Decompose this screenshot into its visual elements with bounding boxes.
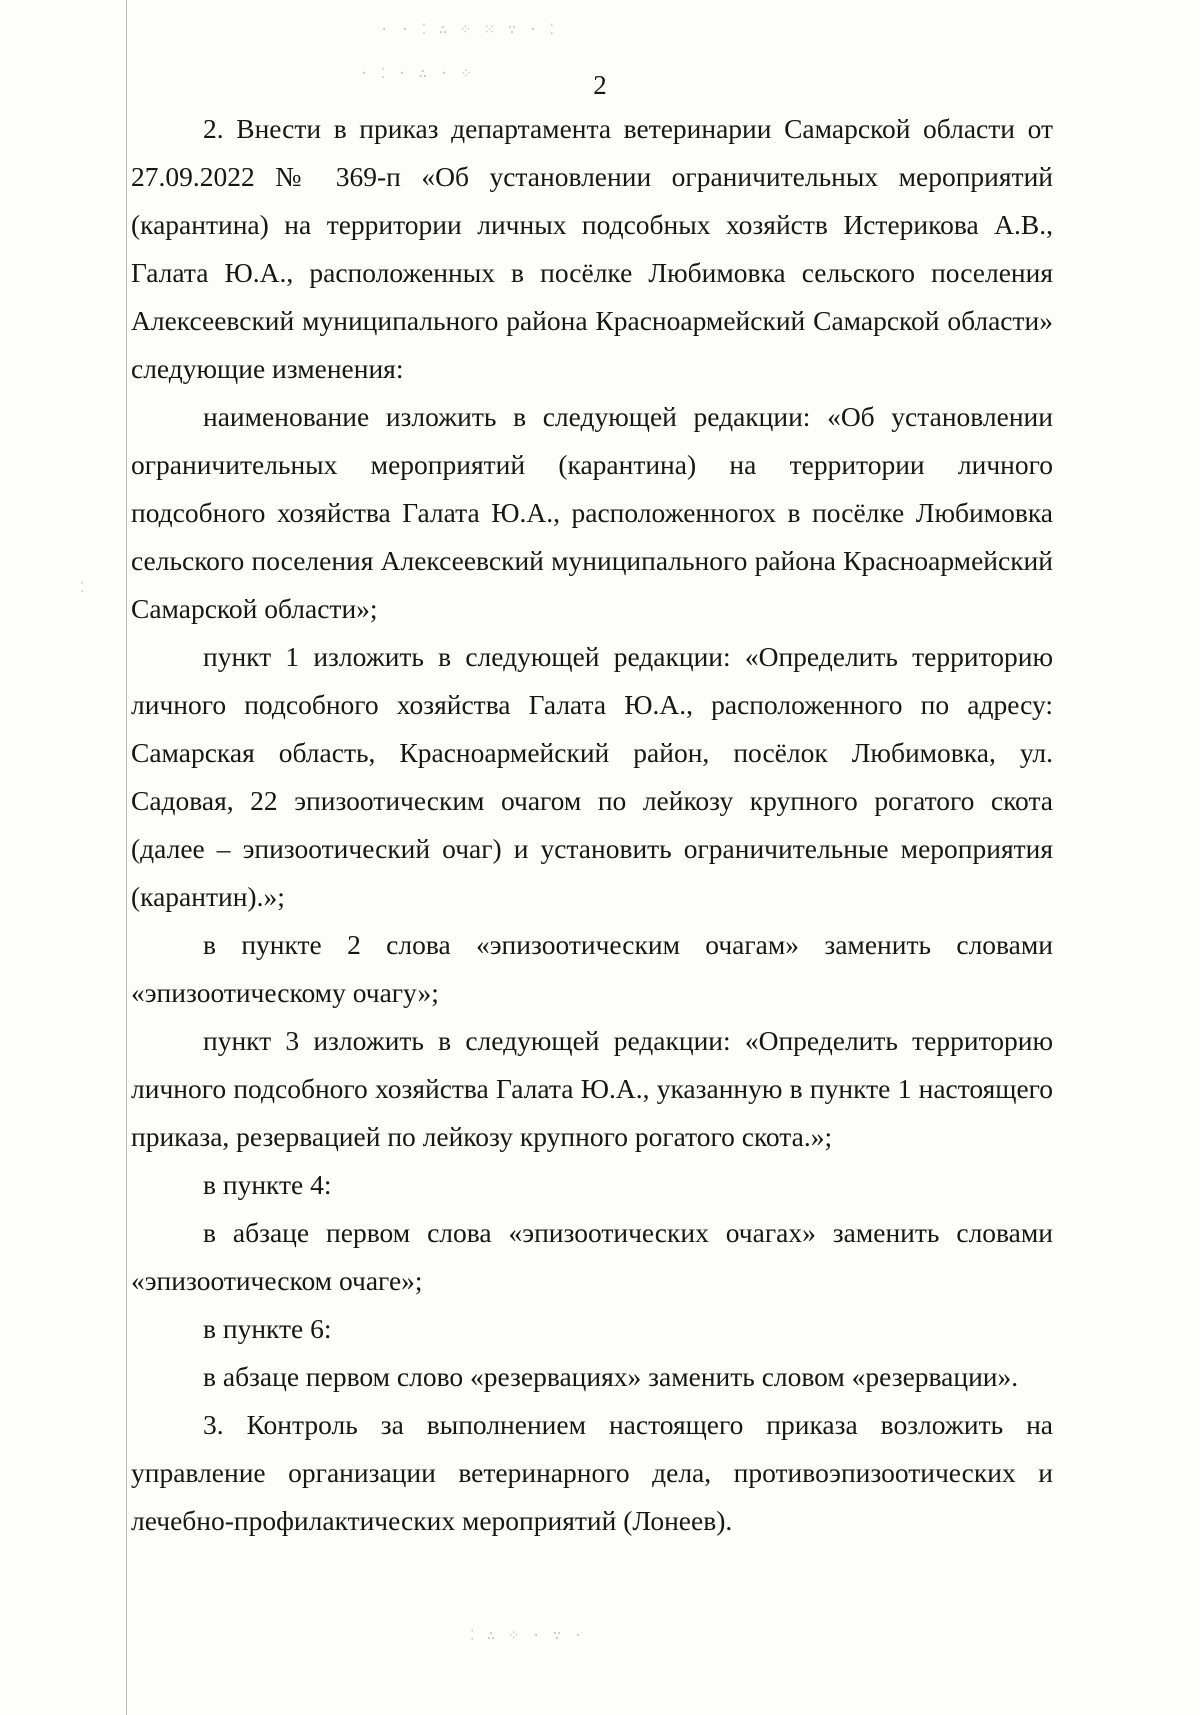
page-number: 2 (593, 70, 607, 100)
paragraph-item-3: 3. Контроль за выполнением настоящего приказа возложить на управление организации ветеринарного дела, противоэпизоотических и лечебно-профилактических мероприятий (Лонеев). (131, 1409, 1053, 1536)
paragraph-point-4-abzac: в абзаце первом слова «эпизоотических очагах» заменить словами «эпизоотическом очаге»; (131, 1217, 1053, 1296)
paragraph-point-3: пункт 3 изложить в следующей редакции: «Определить территорию личного подсобного хозяйства Галата Ю.А., указанную в пункте 1 настоящего приказа, резервацией по лейкозу крупного рогатого скота.»; (131, 1025, 1053, 1152)
scan-edge-line (126, 0, 127, 1715)
paragraph-point-6-abzac: в абзаце первом слово «резервациях» заменить словом «резервации». (203, 1361, 1019, 1392)
paragraph-point-4: в пункте 4: (203, 1169, 332, 1200)
scan-noise: · · ⁚ ∴ ⁘ ⁙ ∵ · ⁚ (380, 22, 556, 38)
scan-noise: · ⁚ · ∴ · ⁘ (360, 66, 475, 82)
paragraph-point-1: пункт 1 изложить в следующей редакции: «Определить территорию личного подсобного хозяйства Галата Ю.А., расположенного по адресу: Самарская область, Красноармейский район, посёлок Любимовка, ул. Садовая, 22 эпизоотическим очагом по лейкозу крупного рогатого скота (далее – эпизоотический очаг) и установить ограничительные мероприятия (карантин).»; (131, 641, 1053, 912)
paragraph-point-6: в пункте 6: (203, 1313, 332, 1344)
paragraph-rename: наименование изложить в следующей редакции: «Об установлении ограничительных мероприятий (карантина) на территории личного подсобного хозяйства Галата Ю.А., расположенногох в посёлке Любимовка сельского поселения Алексеевский муниципального района Красноармейский Самарской области»; (131, 401, 1053, 624)
paragraph-item-2: 2. Внести в приказ департамента ветеринарии Самарской области от 27.09.2022 № 369-п «Об установлении ограничительных мероприятий (карантина) на территории личных подсобных хозяйств Истерикова А.В., Галата Ю.А., расположенных в посёлке Любимовка сельского поселения Алексеевский муниципального района Красноармейский Самарской области» следующие изменения: (131, 113, 1053, 384)
document-body (131, 105, 1053, 1545)
scan-noise: ⁚ (80, 580, 87, 596)
paragraph-point-2: в пункте 2 слова «эпизоотическим очагам» заменить словами «эпизоотическому очагу»; (131, 929, 1053, 1008)
scan-noise: ⁚ ∴ ⁘ · ∵ · (470, 1628, 585, 1644)
